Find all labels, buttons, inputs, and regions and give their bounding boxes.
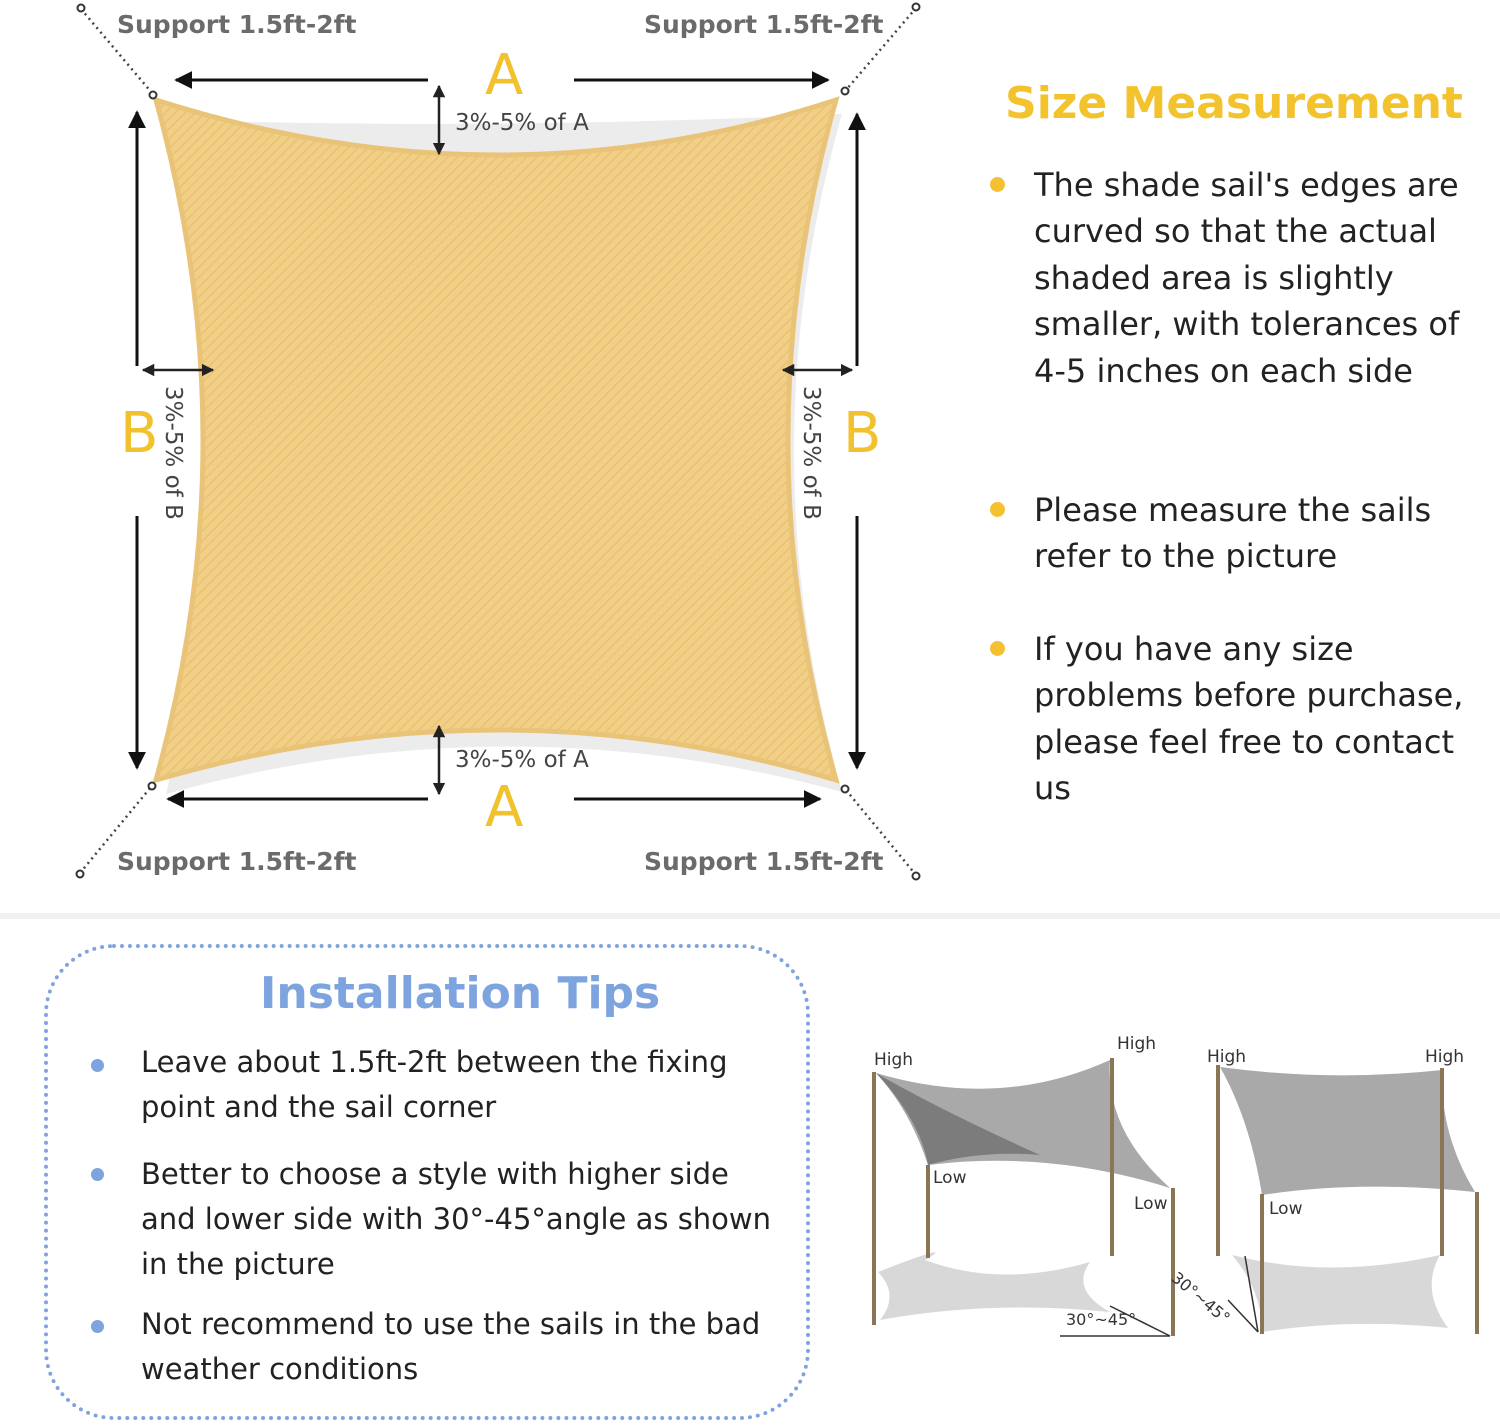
illustration-right bbox=[1218, 1065, 1477, 1334]
size-bullet-2: Please measure the sails refer to the picture bbox=[1034, 491, 1432, 576]
tip-bullet-1: Leave about 1.5ft-2ft between the fixing point and the sail corner bbox=[141, 1045, 728, 1124]
illustration-left bbox=[874, 1058, 1173, 1336]
size-bullet-dot-3 bbox=[990, 641, 1005, 656]
tolerance-b-left-label: 3%-5% of B bbox=[160, 386, 186, 520]
size-measurement-title: Size Measurement bbox=[1005, 78, 1463, 129]
tip-bullet-2: Better to choose a style with higher side and lower side with 30°-45°angle as shown in the picture bbox=[141, 1157, 772, 1281]
dimension-a-bottom-letter: A bbox=[485, 775, 524, 840]
dimension-b-right-letter: B bbox=[843, 401, 882, 466]
left-high-label-1: High bbox=[874, 1050, 914, 1070]
left-low-label-2: Low bbox=[1134, 1194, 1168, 1214]
size-bullet-3: If you have any size problems before purchase, please feel free to contact us bbox=[1034, 630, 1464, 808]
right-angle-label: 30°~45° bbox=[1167, 1268, 1234, 1328]
left-angle-label: 30°~45° bbox=[1066, 1310, 1137, 1329]
tip-bullet-dot-3 bbox=[91, 1320, 104, 1333]
tolerance-b-right-label: 3%-5% of B bbox=[798, 386, 824, 520]
support-label-bottom-right: Support 1.5ft-2ft bbox=[644, 847, 884, 876]
right-high-label-2: High bbox=[1425, 1047, 1465, 1067]
size-bullet-dot-2 bbox=[990, 502, 1005, 517]
tip-bullet-dot-1 bbox=[91, 1059, 104, 1072]
left-low-label-1: Low bbox=[933, 1168, 967, 1188]
right-high-label-1: High bbox=[1207, 1047, 1247, 1067]
tip-bullet-dot-2 bbox=[91, 1168, 104, 1181]
dimension-b-left-letter: B bbox=[120, 401, 159, 466]
tolerance-a-bottom-label: 3%-5% of A bbox=[455, 747, 589, 773]
size-bullet-1: The shade sail's edges are curved so that the actual shaded area is slightly smaller, with tolerances of 4-5 inches on each side bbox=[1034, 166, 1460, 390]
tolerance-a-top-label: 3%-5% of A bbox=[455, 110, 589, 136]
size-bullet-dot-1 bbox=[990, 177, 1005, 192]
installation-tips-title: Installation Tips bbox=[260, 968, 661, 1019]
support-label-top-right: Support 1.5ft-2ft bbox=[644, 10, 884, 39]
section-divider bbox=[0, 913, 1500, 919]
shade-sail bbox=[156, 100, 836, 780]
right-low-label: Low bbox=[1269, 1199, 1303, 1219]
left-high-label-2: High bbox=[1117, 1034, 1157, 1054]
tip-bullet-3: Not recommend to use the sails in the bad weather conditions bbox=[141, 1307, 761, 1386]
support-label-bottom-left: Support 1.5ft-2ft bbox=[117, 847, 357, 876]
support-label-top-left: Support 1.5ft-2ft bbox=[117, 10, 357, 39]
dimension-a-top-letter: A bbox=[485, 43, 524, 108]
